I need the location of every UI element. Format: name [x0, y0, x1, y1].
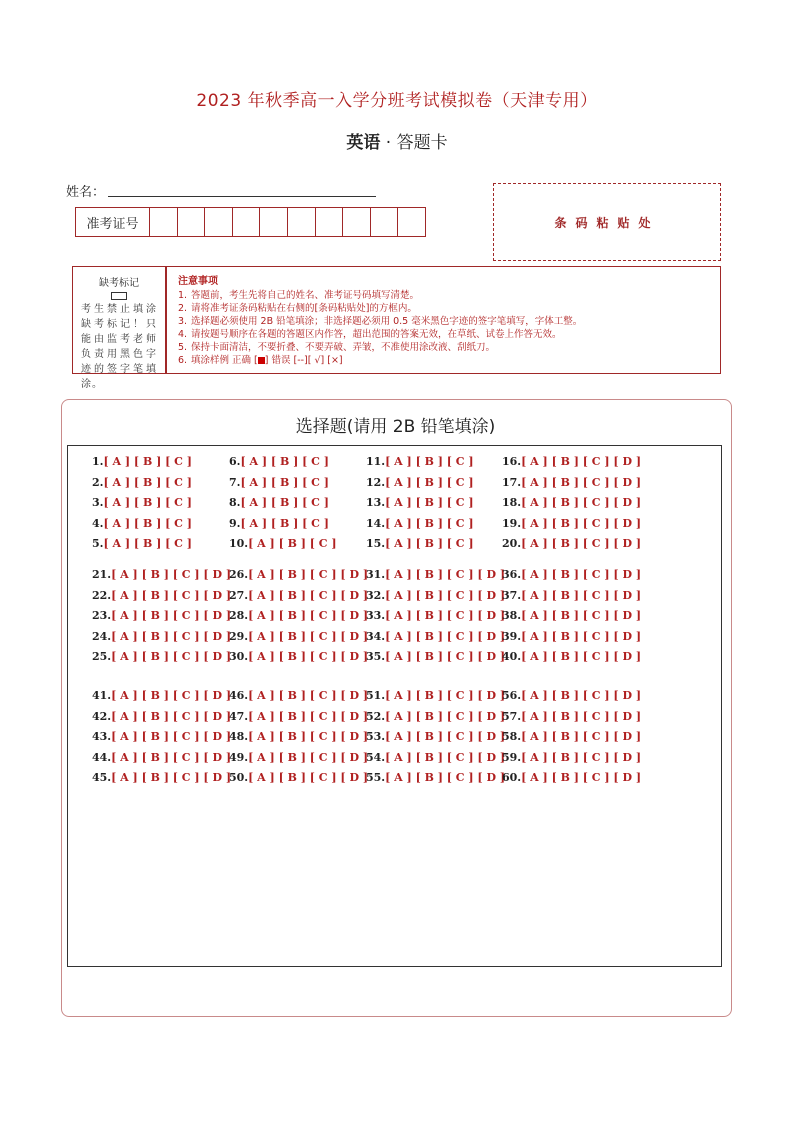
question-item — [229, 568, 368, 581]
question-options[interactable]: [ A ] [ B ] [ C ] [ D ] — [248, 650, 369, 664]
absent-mark-text: 考生禁止填涂缺考标记！只能由监考老师负责用黑色字迹的签字笔填涂。 — [81, 304, 157, 390]
question-options[interactable]: [ A ] [ B ] [ C ] [ D ] — [111, 588, 232, 602]
question-item — [502, 589, 641, 602]
question-number: 2. — [92, 475, 104, 489]
question-options[interactable]: [ A ] [ B ] [ C ] [ D ] — [248, 588, 369, 602]
question-number: 6. — [229, 455, 241, 468]
question-number: 29. — [229, 629, 249, 643]
question-item — [502, 537, 641, 550]
question-options[interactable]: [ A ] [ B ] [ C ] — [240, 516, 329, 530]
question-options[interactable]: [ A ] [ B ] [ C ] [ D ] — [521, 689, 642, 702]
question-item — [229, 689, 368, 702]
question-item — [502, 730, 641, 743]
question-item — [229, 609, 368, 622]
question-options[interactable]: [ A ] [ B ] [ C ] — [385, 455, 474, 468]
notes-item: 5. 保持卡面清洁，不要折叠、不要弄破、弄皱，不准使用涂改液、刮纸刀。 — [178, 342, 496, 353]
question-item — [366, 630, 505, 643]
question-number: 38. — [502, 609, 522, 623]
question-item — [229, 537, 337, 550]
question-options[interactable]: [ A ] [ B ] [ C ] [ D ] — [385, 689, 506, 702]
question-options[interactable]: [ A ] [ B ] [ C ] [ D ] — [521, 588, 642, 602]
question-options[interactable]: [ A ] [ B ] [ C ] [ D ] — [111, 609, 232, 623]
question-number: 17. — [502, 475, 522, 489]
barcode-label: 条码粘贴处 — [554, 215, 660, 230]
question-number: 31. — [366, 568, 386, 581]
question-number: 41. — [92, 689, 112, 702]
question-options[interactable]: [ A ] [ B ] [ C ] — [103, 537, 192, 551]
question-item — [229, 751, 368, 764]
question-item — [92, 589, 231, 602]
question-options[interactable]: [ A ] [ B ] [ C ] [ D ] — [385, 568, 506, 581]
question-options[interactable]: [ A ] [ B ] [ C ] [ D ] — [111, 730, 232, 744]
question-number: 48. — [229, 730, 249, 744]
question-item — [229, 771, 368, 784]
question-options[interactable]: [ A ] [ B ] [ C ] [ D ] — [385, 771, 506, 785]
question-options[interactable]: [ A ] [ B ] [ C ] — [240, 475, 329, 489]
question-number: 5. — [92, 537, 104, 551]
question-item — [366, 650, 505, 663]
question-number: 54. — [366, 750, 386, 764]
question-options[interactable]: [ A ] [ B ] [ C ] [ D ] — [385, 629, 506, 643]
question-options[interactable]: [ A ] [ B ] [ C ] [ D ] — [521, 516, 642, 530]
question-item — [366, 537, 474, 550]
question-options[interactable]: [ A ] [ B ] [ C ] [ D ] — [385, 709, 506, 723]
absent-mark-title: 缺考标记 — [99, 278, 139, 289]
question-number: 28. — [229, 609, 249, 623]
question-number: 7. — [229, 475, 241, 489]
question-options[interactable]: [ A ] [ B ] [ C ] — [103, 496, 192, 510]
question-number: 4. — [92, 516, 104, 530]
question-options[interactable]: [ A ] [ B ] [ C ] [ D ] — [521, 771, 642, 785]
question-options[interactable]: [ A ] [ B ] [ C ] [ D ] — [385, 609, 506, 623]
question-item — [366, 689, 505, 702]
question-options[interactable]: [ A ] [ B ] [ C ] [ D ] — [521, 730, 642, 744]
question-item — [502, 771, 641, 784]
question-number: 20. — [502, 537, 522, 551]
question-options[interactable]: [ A ] [ B ] [ C ] — [385, 516, 474, 530]
question-item — [229, 730, 368, 743]
question-number: 26. — [229, 568, 249, 581]
question-item — [92, 537, 192, 550]
question-options[interactable]: [ A ] [ B ] [ C ] [ D ] — [248, 629, 369, 643]
question-options[interactable]: [ A ] [ B ] [ C ] [ D ] — [248, 689, 369, 702]
question-number: 47. — [229, 709, 249, 723]
question-number: 25. — [92, 650, 112, 664]
question-item — [366, 751, 505, 764]
question-item — [229, 710, 368, 723]
question-options[interactable]: [ A ] [ B ] [ C ] [ D ] — [385, 750, 506, 764]
question-number: 44. — [92, 750, 112, 764]
question-number: 50. — [229, 771, 249, 785]
question-number: 8. — [229, 496, 241, 510]
question-options[interactable]: [ A ] [ B ] [ C ] — [103, 455, 192, 468]
question-number: 35. — [366, 650, 386, 664]
question-options[interactable]: [ A ] [ B ] [ C ] [ D ] — [111, 750, 232, 764]
question-item — [92, 630, 231, 643]
exam-number-label: 准考证号 — [76, 208, 150, 236]
notes-item: 4. 请按题号顺序在各题的答题区内作答，超出范围的答案无效，在草纸、试卷上作答无效。 — [178, 329, 562, 340]
question-item — [502, 689, 641, 702]
question-number: 42. — [92, 709, 112, 723]
question-item — [502, 496, 641, 509]
question-item — [92, 730, 231, 743]
question-number: 49. — [229, 750, 249, 764]
question-number: 22. — [92, 588, 112, 602]
question-number: 13. — [366, 496, 386, 510]
question-options[interactable]: [ A ] [ B ] [ C ] — [103, 516, 192, 530]
question-options[interactable]: [ A ] [ B ] [ C ] [ D ] — [521, 629, 642, 643]
notes-item: 2. 请将准考证条码粘贴在右侧的[条码粘贴处]的方框内。 — [178, 303, 417, 314]
notes-item: 6. 填涂样例 正确 [ ] 错误 [--][ √] [×] — [178, 355, 343, 366]
question-item — [366, 476, 474, 489]
notes-title: 注意事项 — [178, 276, 218, 287]
question-options[interactable]: [ A ] [ B ] [ C ] [ D ] — [111, 689, 232, 702]
question-item — [229, 589, 368, 602]
question-number: 37. — [502, 588, 522, 602]
question-number: 34. — [366, 629, 386, 643]
question-item — [502, 630, 641, 643]
question-item — [502, 517, 641, 530]
question-item — [229, 630, 368, 643]
question-options[interactable]: [ A ] [ B ] [ C ] [ D ] — [385, 588, 506, 602]
question-options[interactable]: [ A ] [ B ] [ C ] [ D ] — [111, 629, 232, 643]
question-item — [366, 710, 505, 723]
question-item — [366, 496, 474, 509]
question-options[interactable]: [ A ] [ B ] [ C ] [ D ] — [248, 709, 369, 723]
question-options[interactable]: [ A ] [ B ] [ C ] — [248, 537, 337, 551]
question-options[interactable]: [ A ] [ B ] [ C ] [ D ] — [521, 568, 642, 581]
subtitle-dot: · — [380, 133, 397, 153]
question-item — [366, 771, 505, 784]
question-number: 18. — [502, 496, 522, 510]
question-options[interactable]: [ A ] [ B ] [ C ] [ D ] — [521, 709, 642, 723]
question-number: 30. — [229, 650, 249, 664]
question-options[interactable]: [ A ] [ B ] [ C ] — [385, 475, 474, 489]
question-options[interactable]: [ A ] [ B ] [ C ] [ D ] — [111, 771, 232, 785]
question-number: 21. — [92, 568, 112, 581]
notes-item: 3. 选择题必须使用 2B 铅笔填涂；非选择题必须用 0.5 毫米黑色字迹的签字笔填写，字体工整。 — [178, 316, 583, 327]
question-options[interactable]: [ A ] [ B ] [ C ] — [385, 537, 474, 551]
question-options[interactable]: [ A ] [ B ] [ C ] [ D ] — [248, 568, 369, 581]
question-options[interactable]: [ A ] [ B ] [ C ] [ D ] — [385, 650, 506, 664]
question-item — [502, 751, 641, 764]
question-item — [229, 476, 329, 489]
question-number: 45. — [92, 771, 112, 785]
question-item — [229, 455, 329, 468]
question-number: 23. — [92, 609, 112, 623]
answer-sheet-label: 答题卡 — [396, 133, 448, 153]
question-item — [92, 689, 231, 702]
question-item — [366, 455, 474, 468]
question-options[interactable]: [ A ] [ B ] [ C ] [ D ] — [111, 709, 232, 723]
question-item — [502, 455, 641, 468]
question-number: 40. — [502, 650, 522, 664]
question-number: 52. — [366, 709, 386, 723]
question-number: 10. — [229, 537, 249, 551]
question-options[interactable]: [ A ] [ B ] [ C ] [ D ] — [521, 537, 642, 551]
question-options[interactable]: [ A ] [ B ] [ C ] [ D ] — [521, 609, 642, 623]
question-number: 43. — [92, 730, 112, 744]
question-number: 46. — [229, 689, 249, 702]
question-options[interactable]: [ A ] [ B ] [ C ] [ D ] — [248, 750, 369, 764]
question-number: 14. — [366, 516, 386, 530]
question-options[interactable]: [ A ] [ B ] [ C ] — [240, 496, 329, 510]
question-item — [92, 609, 231, 622]
question-number: 32. — [366, 588, 386, 602]
question-item — [92, 751, 231, 764]
page-title: 2023 年秋季高一入学分班考试模拟卷（天津专用） — [196, 91, 598, 111]
question-item — [92, 650, 231, 663]
question-item — [502, 476, 641, 489]
question-item — [366, 730, 505, 743]
question-item — [92, 496, 192, 509]
notes-item: 1. 答题前，考生先将自己的姓名、准考证号码填写清楚。 — [178, 290, 420, 301]
question-options[interactable]: [ A ] [ B ] [ C ] — [385, 496, 474, 510]
question-number: 39. — [502, 629, 522, 643]
question-options[interactable]: [ A ] [ B ] [ C ] — [240, 455, 329, 468]
question-number: 16. — [502, 455, 522, 468]
question-options[interactable]: [ A ] [ B ] [ C ] [ D ] — [248, 771, 369, 785]
question-item — [502, 609, 641, 622]
question-number: 9. — [229, 516, 241, 530]
question-item — [366, 568, 505, 581]
question-item — [92, 771, 231, 784]
question-options[interactable]: [ A ] [ B ] [ C ] [ D ] — [521, 455, 642, 468]
question-number: 59. — [502, 750, 522, 764]
question-item — [229, 517, 329, 530]
question-number: 57. — [502, 709, 522, 723]
question-number: 55. — [366, 771, 386, 785]
question-item — [92, 476, 192, 489]
question-number: 15. — [366, 537, 386, 551]
question-item — [92, 517, 192, 530]
question-item — [92, 568, 231, 581]
question-item — [366, 609, 505, 622]
question-item — [502, 568, 641, 581]
question-options[interactable]: [ A ] [ B ] [ C ] [ D ] — [111, 568, 232, 581]
question-number: 1. — [92, 455, 104, 468]
question-options[interactable]: [ A ] [ B ] [ C ] [ D ] — [521, 475, 642, 489]
question-number: 12. — [366, 475, 386, 489]
subject-label: 英语 — [346, 133, 381, 153]
question-options[interactable]: [ A ] [ B ] [ C ] [ D ] — [521, 496, 642, 510]
choice-title: 选择题(请用 2B 铅笔填涂) — [295, 417, 496, 437]
question-item — [502, 650, 641, 663]
question-options[interactable]: [ A ] [ B ] [ C ] [ D ] — [521, 750, 642, 764]
question-number: 51. — [366, 689, 386, 702]
question-item — [366, 589, 505, 602]
question-number: 3. — [92, 496, 104, 510]
name-label: 姓名： — [66, 185, 106, 200]
question-options[interactable]: [ A ] [ B ] [ C ] [ D ] — [248, 609, 369, 623]
question-item — [229, 650, 368, 663]
question-options[interactable]: [ A ] [ B ] [ C ] [ D ] — [111, 650, 232, 664]
question-options[interactable]: [ A ] [ B ] [ C ] [ D ] — [521, 650, 642, 664]
question-options[interactable]: [ A ] [ B ] [ C ] — [103, 475, 192, 489]
question-item — [502, 710, 641, 723]
question-number: 56. — [502, 689, 522, 702]
question-item — [229, 496, 329, 509]
question-options[interactable]: [ A ] [ B ] [ C ] [ D ] — [385, 730, 506, 744]
question-number: 60. — [502, 771, 522, 785]
question-number: 33. — [366, 609, 386, 623]
question-number: 53. — [366, 730, 386, 744]
question-number: 19. — [502, 516, 522, 530]
question-number: 24. — [92, 629, 112, 643]
question-item — [92, 710, 231, 723]
question-item — [366, 517, 474, 530]
question-number: 58. — [502, 730, 522, 744]
question-item — [92, 455, 192, 468]
question-number: 27. — [229, 588, 249, 602]
question-number: 11. — [366, 455, 386, 468]
question-number: 36. — [502, 568, 522, 581]
question-options[interactable]: [ A ] [ B ] [ C ] [ D ] — [248, 730, 369, 744]
